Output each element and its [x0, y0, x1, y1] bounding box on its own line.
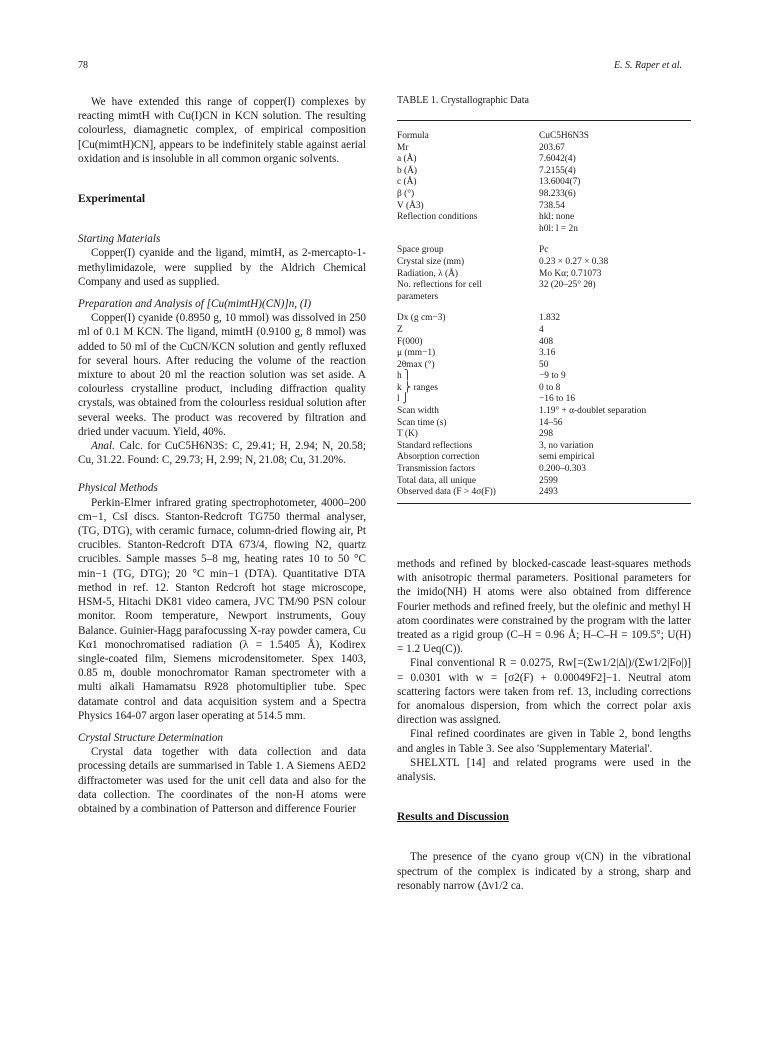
- final-r-paragraph: Final conventional R = 0.0275, Rw[=(Σw1/2|Δ|)/(Σw1/2|Fo|)] = 0.0301 with w = [σ2(F) + 0.00049F2]−1. Neutral atom scattering factors were taken from ref. 13, including corrections for anomalous dispersion, from which the correct polar axis direction was assigned.: [397, 657, 691, 727]
- left-column: [78, 95, 366, 816]
- table-row-value: 2599: [539, 475, 558, 486]
- section-heading-results: Results and Discussion: [397, 811, 509, 824]
- table-row-label: Absorption correction: [397, 452, 480, 463]
- table-bottom-rule: [397, 503, 691, 504]
- table-row-value: −9 to 9: [539, 371, 566, 382]
- preparation-paragraph: Copper(I) cyanide (0.8950 g, 10 mmol) was dissolved in 250 ml of 0.1 M KCN. The ligand, mimtH (0.9100 g, 8 mmol) was added to 50 ml of the CuCN/KCN solution and gently refluxed for several hours. After reducing the volume of the reaction mixture to about 20 ml the reaction solution was set aside. A colourless crystalline product, including diffraction quality crystals, was obtained from the colourless residual solution after several weeks. The product was recovered by filtration and dried under vacuum. Yield, 40%.: [78, 312, 367, 438]
- table-row: [397, 406, 691, 418]
- table-row: [397, 201, 691, 213]
- table-row-value: [539, 292, 691, 304]
- table-row-value: 50: [539, 359, 549, 370]
- table-row: [397, 452, 691, 464]
- table-row-value: 14–56: [539, 417, 563, 428]
- table-row-value: 0.200–0.303: [539, 464, 586, 475]
- table-row-label: No. reflections for cell: [397, 280, 482, 291]
- table-row-label: k ⎬ ranges: [397, 382, 438, 393]
- analysis-label: Anal.: [91, 440, 115, 453]
- table-row: [397, 464, 691, 476]
- table-row-value: 738.54: [539, 200, 565, 211]
- table-row-label: Reflection conditions: [397, 212, 478, 223]
- table-row: [397, 245, 691, 257]
- table-row-value: semi empirical: [539, 452, 595, 463]
- table-row-label: Scan width: [397, 406, 439, 417]
- table-row-value: 3.16: [539, 348, 556, 359]
- table-row-label: Space group: [397, 245, 444, 256]
- table-row-value: 32 (20–25° 2θ): [539, 280, 596, 291]
- table-row-value: h0l: l = 2n: [539, 223, 578, 234]
- refinement-paragraph: methods and refined by blocked-cascade least-squares methods with anisotropic thermal parameters. Positional parameters for the imido(NH) H atoms were also obtained from difference Fourier methods and refined freely, but the olefinic and methyl H atom coordinates were constrained by the program with the latter treated as a rigid group (C–H = 0.96 Å; H–C–H = 109.5°; U(H) = 1.2 Ueq(C)).: [397, 558, 691, 656]
- subheading-preparation: Preparation and Analysis of [Cu(mimtH)(CN)]n, (I): [78, 298, 312, 311]
- table-row-label: c (Å): [397, 177, 417, 188]
- table-row: [397, 476, 691, 488]
- table-row: [397, 257, 691, 269]
- table-row-label: parameters: [397, 291, 439, 302]
- table-row-value: 13.6004(7): [539, 177, 581, 188]
- table-row-value: 3, no variation: [539, 440, 594, 451]
- table-row-value: 7.6042(4): [539, 154, 576, 165]
- table-row: [397, 212, 691, 224]
- table-row-value: 408: [539, 336, 554, 347]
- table-row-value: 1.19° + α-doublet separation: [539, 406, 647, 417]
- subheading-starting-materials: Starting Materials: [78, 233, 161, 246]
- right-column: [397, 557, 691, 893]
- subheading-crystal-structure: Crystal Structure Determination: [78, 731, 224, 744]
- starting-materials-paragraph: Copper(I) cyanide and the ligand, mimtH, as 2-mercapto-1-methylimidazole, were supplied by the Aldrich Chemical Company and used as supplied.: [78, 247, 366, 288]
- table-row: [397, 360, 691, 372]
- table-row-value: 98.233(6): [539, 188, 576, 199]
- table-row-value: CuC5H6N3S: [539, 131, 590, 141]
- table-row: [397, 487, 691, 499]
- table-row: [397, 348, 691, 360]
- table-row: [397, 131, 691, 143]
- table-row-label: h ⎫: [397, 371, 412, 382]
- table-row: [397, 166, 691, 178]
- table-row-value: hkl: none: [539, 212, 575, 223]
- table-row: [397, 224, 691, 236]
- table-row: [397, 325, 691, 337]
- table-row: [397, 441, 691, 453]
- intro-paragraph: We have extended this range of copper(I) complexes by reacting mimtH with Cu(I)CN in KCN solution. The resulting colourless, diamagnetic complex, of empirical composition [Cu(mimtH)CN], appears to be indefinitely stable against aerial oxidation and is insoluble in all common organic solvents.: [78, 96, 366, 165]
- table-row-label: a (Å): [397, 154, 417, 165]
- table-row-value: Pc: [539, 245, 549, 256]
- subheading-physical-methods: Physical Methods: [78, 482, 158, 495]
- table-row-label: b (Å): [397, 165, 418, 176]
- table-row: [397, 189, 691, 201]
- crystal-structure-paragraph: Crystal data together with data collection and data processing details are summarised in Table 1. A Siemens AED2 diffractometer was used for the unit cell data and also for the data collection. The coordinates of the non-H atoms were obtained by a combination of Patterson and difference Fourier: [78, 746, 366, 815]
- table-row-label: Scan time (s): [397, 417, 447, 428]
- table-row-value: −16 to 16: [539, 394, 576, 405]
- table-row-label: Observed data (F > 4σ(F)): [397, 487, 496, 498]
- table-row-label: [397, 224, 539, 236]
- table-row-value: Mo Kα; 0.71073: [539, 268, 602, 279]
- table-row-label: Dx (g cm−3): [397, 313, 446, 324]
- table-row-label: Standard reflections: [397, 440, 473, 451]
- table-row-label: Radiation, λ (Å): [397, 268, 459, 279]
- table-row-label: Total data, all unique: [397, 475, 477, 486]
- page-number: 78: [78, 60, 88, 71]
- crystallographic-data-table: [397, 95, 691, 504]
- analysis-text: Calc. for CuC5H6N3S: C, 29.41; H, 2.94; N, 20.58; Cu, 31.22. Found: C, 29.73; H, 2.99; N, 21.08; Cu, 31.20%.: [78, 440, 367, 467]
- table-row: [397, 280, 691, 292]
- table-row-value: 2493: [539, 487, 558, 498]
- running-head-authors: E. S. Raper et al.: [613, 60, 682, 71]
- table-row-label: 2θmax (°): [397, 359, 435, 370]
- table-row: [397, 429, 691, 441]
- table-row-label: F(000): [397, 336, 423, 347]
- table-row-label: β (°): [397, 188, 415, 199]
- table-caption: TABLE 1. Crystallographic Data: [397, 95, 529, 106]
- table-row-label: Crystal size (mm): [397, 256, 465, 267]
- table-row-label: T (K): [397, 429, 418, 440]
- table-row: [397, 154, 691, 166]
- table-row: [397, 177, 691, 189]
- table-row-label: V (Å3): [397, 200, 424, 211]
- shelxtl-paragraph: SHELXTL [14] and related programs were used in the analysis.: [397, 756, 691, 784]
- physical-methods-paragraph: Perkin-Elmer infrared grating spectrophotometer, 4000–200 cm−1, CsI discs. Stanton-Redcroft TG750 thermal analyser, (TG, DTG), with ceramic furnace, column-dried flowing air, Pt crucibles. Stanton-Redcroft DTA 673/4, flowing N2, quartz crucibles. Sample masses 5–8 mg, heating rates 10 to 50 °C min−1 (TG, DTG); 20 °C min−1 (DTA). Quantitative DTA method in ref. 12. Stanton Redcroft hot stage microscope, HSM-5, Hitachi DK81 video camera, JVC TM/90 PSN colour monitor. Room temperature, Newport instruments, Gouy Balance. Guinier-Hagg parafocussing X-ray powder camera, Cu Kα1 monochromatised radiation (λ = 1.5405 Å), Kodirex single-coated film, Siemens microdensitometer. Spex 1403, 0.85 m, double monochromator Raman spectrometer with a multi alkali Hamamatsu R928 photomultiplier tube. Spec datamate control and data acquisition system and a Spectra Physics 164-07 argon laser operating at 514.5 mm.: [78, 496, 366, 722]
- table-row: [397, 292, 691, 304]
- section-heading-experimental: Experimental: [78, 193, 146, 206]
- coordinates-paragraph: Final refined coordinates are given in Table 2, bond lengths and angles in Table 3. See also 'Supplementary Material'.: [397, 728, 691, 755]
- table-row-value: 1.832: [539, 313, 561, 324]
- table-row: [397, 371, 691, 383]
- table-row: [397, 313, 691, 325]
- analysis-paragraph: [78, 439, 366, 467]
- table-row-label: l ⎭: [397, 394, 409, 405]
- table-row-value: 298: [539, 429, 554, 440]
- table-row-value: 7.2155(4): [539, 165, 576, 176]
- table-row-value: 0 to 8: [539, 382, 561, 393]
- table-row: [397, 394, 691, 406]
- table-row-value: 0.23 × 0.27 × 0.38: [539, 256, 609, 267]
- table-row-label: Formula: [397, 131, 429, 141]
- table-row-label: Transmission factors: [397, 464, 476, 475]
- table-row: [397, 337, 691, 349]
- table-row: [397, 383, 691, 395]
- table-body: [397, 121, 691, 503]
- table-row-value: 203.67: [539, 142, 565, 153]
- table-row: [397, 418, 691, 430]
- table-row-value: 4: [539, 324, 544, 335]
- table-row-label: Mr: [397, 142, 409, 153]
- table-row: [397, 269, 691, 281]
- table-row-label: Z: [397, 324, 403, 335]
- table-row-label: μ (mm−1): [397, 348, 436, 359]
- table-row: [397, 143, 691, 155]
- results-paragraph: The presence of the cyano group ν(CN) in the vibrational spectrum of the complex is indicated by a strong, sharp and resonably narrow (Δν1/2 ca.: [397, 851, 691, 892]
